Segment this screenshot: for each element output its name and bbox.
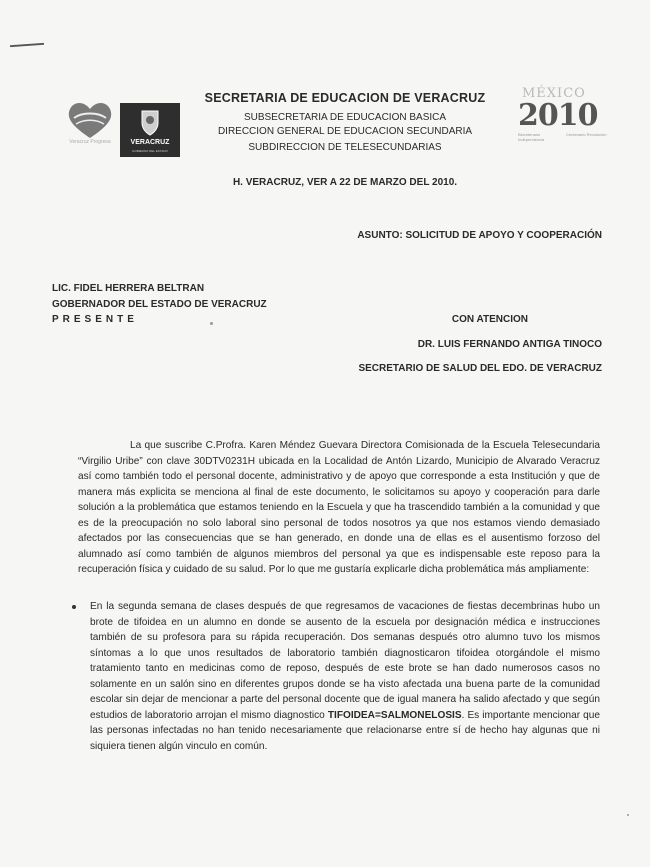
coat-of-arms-icon [140, 109, 160, 137]
mexico-word: MÉXICO [522, 86, 586, 101]
diagnosis-text: TIFOIDEA=SALMONELOSIS [327, 709, 462, 721]
bullet-icon [72, 605, 76, 609]
paragraph-text: La que suscribe C.Profra. Karen Méndez Guevara Directora Comisionada de la Escuela Telesecundaria “Virgilio Uribe” con clave 30DTV0231H ubicada en la Localidad de Antón Lizardo, Municipio de Alvarado Veracruz así como también todo el personal docente, administrativo y de apoyo que corresponde a esta Institución y que de manera más explicita se menciona al final de este documento, le solicitamos su apoyo y cooperación para darle solución a la problemática que estamos teniendo en la Escuela y que ha trascendido también a la comunidad y que es de la preocupación no solo laboral sino personal de todos nosotros ya que nos estamos viendo demasiado afectados por las consecuencias que se han generado, en donde una de ellas es el ausentismo forzoso del alumnado así como también de algunos miembros del personal ya que es indispensable este reposo para la recuperación física y cuidado de su salud. Por lo que me gustaría explicarle dicha problemática más ampliamente: [78, 440, 600, 575]
recipient-title: GOBERNADOR DEL ESTADO DE VERACRUZ [52, 299, 267, 310]
place-date: H. VERACRUZ, VER A 22 DE MARZO DEL 2010. [232, 177, 458, 188]
bullet-item [90, 599, 600, 754]
recipient-presente: PRESENTE [52, 314, 138, 325]
bullet-text: En la segunda semana de clases después de que regresamos de vacaciones de fiestas decembrinas hubo un brote de tifoidea en un alumno en donde se ausento de la escuela por designación médica e instrucciones también de su profesora para su rápida recuperación. Dos semanas después otro alumno tuvo los mismos síntomas a lo que unos resultados de laboratorio también diagnosticaron tifoidea otorgándole el mismo tratamiento tanto en medicinas como de reposo, después de este brote se han dado numerosos casos no solamente en un salón sino en diferentes grupos donde se ha visto afectada una buena parte de la comunidad escolar sin dejar de mencionar a parte del personal docente que de igual manera ha salido afectado y que según estudios de laboratorio arrojan el mismo diagnostico [90, 601, 600, 721]
mexico-year: 2010 [518, 98, 598, 133]
veracruz-label: VERACRUZ [130, 139, 170, 146]
scan-speck [627, 814, 629, 816]
letterhead-title: SECRETARIA DE EDUCACION DE VERACRUZ [204, 91, 486, 105]
letterhead-sub1: SUBSECRETARIA DE EDUCACION BASICA [243, 112, 447, 123]
scan-speck [210, 322, 213, 325]
letterhead-sub2: DIRECCION GENERAL DE EDUCACION SECUNDARIA [217, 126, 473, 137]
logo-caption: Veracruz Progresa [69, 139, 111, 145]
mexico-sub-right: Centenario Revolución [566, 132, 607, 137]
veracruz-government-logo [120, 103, 180, 157]
veracruz-progresa-logo [66, 100, 114, 152]
attention-title: SECRETARIO DE SALUD DEL EDO. DE VERACRUZ [358, 363, 602, 374]
mexico-2010-logo [514, 86, 614, 146]
bullet-tail-text: . Es importante mencionar que las personas infectadas no han tenido necesariamente que relacionarse entre sí de hecho hay algunas que ni siquiera tienen algún vinculo en común. [90, 709, 600, 752]
subject-line: ASUNTO: SOLICITUD DE APOYO Y COOPERACIÓN [357, 230, 602, 241]
letterhead-sub3: SUBDIRECCION DE TELESECUNDARIAS [248, 142, 442, 153]
attention-label: CON ATENCION [451, 314, 528, 325]
attention-name: DR. LUIS FERNANDO ANTIGA TINOCO [417, 339, 602, 350]
mexico-sub-left: Bicentenario Independencia [518, 132, 545, 142]
veracruz-sub: GOBIERNO DEL ESTADO [132, 149, 168, 153]
heart-icon [66, 100, 114, 140]
scan-mark [10, 43, 44, 47]
recipient-name: LIC. FIDEL HERRERA BELTRAN [52, 283, 205, 294]
body-paragraph [78, 438, 600, 578]
